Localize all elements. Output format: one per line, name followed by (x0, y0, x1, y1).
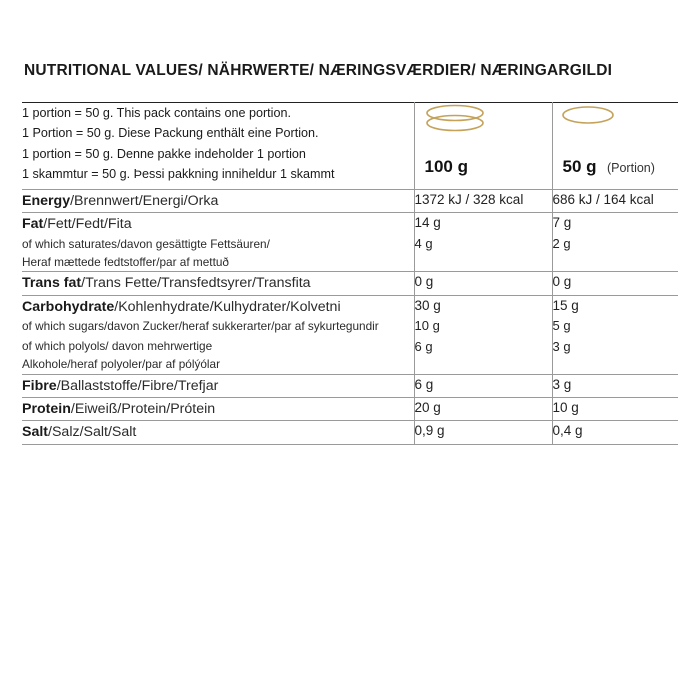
value-50g: 7 g (552, 215, 572, 231)
table-row (22, 374, 678, 397)
table-row (22, 213, 678, 272)
value-100g-cell (414, 272, 552, 295)
table-row (22, 190, 678, 213)
nutrient-name-primary: Trans fat (22, 275, 82, 292)
value-50g: 3 g (552, 376, 572, 392)
table-row (22, 272, 678, 295)
nutrient-name-cell (22, 421, 414, 444)
portion-note-line-1: 1 portion = 50 g. This pack contains one portion. (22, 106, 291, 120)
nutrient-name-primary: Salt (22, 424, 49, 441)
portion-note-line-3: 1 portion = 50 g. Denne pakke indeholder 1 portion (22, 146, 306, 161)
value-50g: 10 g (552, 400, 579, 416)
table-bottom-rule (22, 444, 678, 445)
nutrient-name-translations: /Brennwert/Energi/Orka (70, 193, 219, 209)
nutrient-name-translations: /Fett/Fedt/Fita (43, 216, 132, 233)
value-100g: 20 g (414, 400, 441, 416)
value-50g-sub-2: 3 g (552, 339, 571, 355)
value-50g: 686 kJ / 164 kcal (552, 192, 654, 207)
nutrient-name (22, 296, 414, 318)
table-header-row (22, 103, 678, 190)
value-100g: 1372 kJ / 328 kcal (414, 192, 524, 207)
nutrient-name-cell (22, 272, 414, 295)
value-100g-sub-2: 6 g (414, 339, 433, 355)
column-header-100g (414, 103, 552, 190)
value-50g: 0,4 g (552, 423, 583, 439)
nutrient-name-primary: Energy (22, 193, 71, 209)
value-100g: 6 g (414, 376, 434, 392)
table-row (22, 398, 678, 421)
value-50g-sub-1: 5 g (552, 317, 571, 333)
nutrient-name-cell (22, 190, 414, 213)
nutrient-subline-1: of which saturates/davon gesättigte Fettsäuren/ (22, 236, 270, 251)
nutrient-name-primary: Fibre (22, 377, 57, 394)
value-100g-cell (414, 213, 552, 272)
value-100g: 0 g (414, 274, 434, 290)
biscuit-icon (417, 103, 493, 133)
nutrient-subline-2: Heraf mættede fedtstoffer/par af mettuð (22, 254, 229, 269)
nutrient-name (22, 421, 414, 443)
value-50g-cell (552, 213, 678, 272)
value-100g: 0,9 g (414, 423, 445, 439)
value-50g-cell (552, 272, 678, 295)
nutrient-name-translations: /Trans Fette/Transfedtsyrer/Transfita (81, 275, 311, 292)
value-100g: 14 g (414, 215, 441, 231)
value-100g-cell (414, 398, 552, 421)
nutrient-subline-1: of which sugars/davon Zucker/heraf sukkerarter/par af sykurtegundir (22, 319, 379, 334)
nutrient-name-primary: Fat (22, 216, 44, 233)
value-100g: 30 g (414, 297, 441, 313)
value-50g-cell (552, 398, 678, 421)
value-100g-sub-1: 4 g (414, 235, 433, 251)
value-50g-sub-1: 2 g (552, 235, 571, 251)
nutrient-name (22, 272, 414, 294)
nutrient-subline-2: of which polyols/ davon mehrwertige (22, 338, 213, 353)
column-amount-100g: 100 g (424, 157, 468, 176)
column-amount-50g: 50 g (562, 157, 597, 176)
nutrition-table (22, 102, 678, 445)
nutrient-name-translations: /Salz/Salt/Salt (48, 424, 137, 441)
nutrient-subline-3: Alkohole/heraf polyoler/par af pólýólar (22, 356, 221, 371)
table-row (22, 295, 678, 374)
portion-note-cell (22, 103, 414, 190)
nutrient-name-translations: /Kohlenhydrate/Kulhydrater/Kolvetni (114, 298, 341, 315)
value-50g-cell (552, 374, 678, 397)
portion-note-line-2: 1 Portion = 50 g. Diese Packung enthält eine Portion. (22, 126, 319, 141)
nutrient-name-primary: Protein (22, 401, 71, 418)
value-50g-cell (552, 421, 678, 444)
value-100g-cell (414, 295, 552, 374)
value-100g-cell (414, 374, 552, 397)
nutrient-name-cell (22, 374, 414, 397)
column-amount-50g-suffix: (Portion) (606, 161, 655, 175)
page-title: NUTRITIONAL VALUES/ NÄHRWERTE/ NÆRINGSVÆRDIER/ NÆRINGARGILDI (24, 62, 613, 79)
nutrient-name (22, 190, 414, 212)
value-50g-cell (552, 295, 678, 374)
nutrient-name-cell (22, 398, 414, 421)
nutrient-name (22, 398, 414, 420)
value-50g: 0 g (552, 274, 572, 290)
nutrient-name (22, 375, 414, 397)
table-row (22, 421, 678, 444)
nutrient-name-cell (22, 295, 414, 374)
nutrient-name-translations: /Eiweiß/Protein/Prótein (70, 401, 216, 418)
nutrient-name-cell (22, 213, 414, 272)
value-50g: 15 g (552, 297, 579, 313)
biscuit-icon (555, 103, 621, 127)
value-100g-cell (414, 421, 552, 444)
nutrient-name (22, 213, 414, 235)
value-100g-sub-1: 10 g (414, 317, 440, 333)
portion-note-line-4: 1 skammtur = 50 g. Þessi pakkning inniheldur 1 skammt (22, 167, 335, 182)
value-50g-cell (552, 190, 678, 213)
nutrient-name-translations: /Ballaststoffe/Fibre/Trefjar (56, 377, 219, 394)
column-header-50g (552, 103, 678, 190)
value-100g-cell (414, 190, 552, 213)
nutrient-name-primary: Carbohydrate (22, 298, 115, 315)
